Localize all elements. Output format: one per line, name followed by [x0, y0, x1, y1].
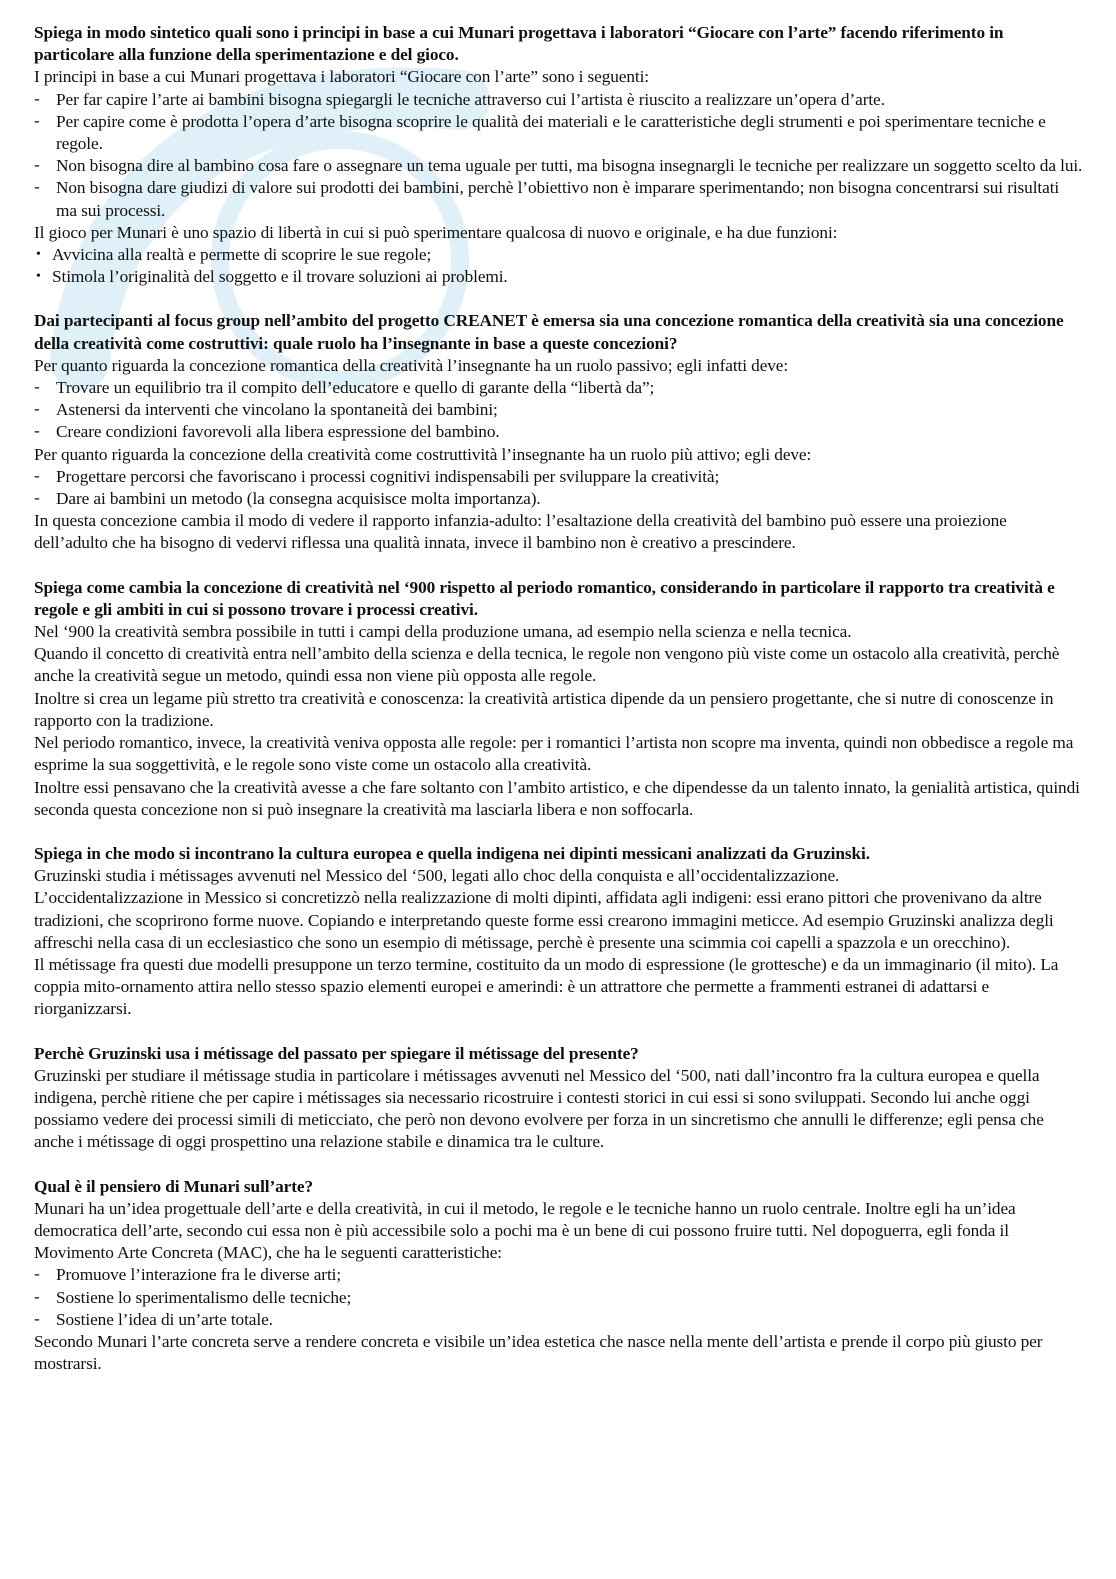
paragraph: In questa concezione cambia il modo di vedere il rapporto infanzia-adulto: l’esaltazione della creatività del bambino può essere una proiezione dell’adulto che ha bisogno di vedervi riflessa una qualità innata, invece il bambino non è creativo a prescindere.	[34, 511, 1007, 553]
section-creativita-900	[34, 577, 1084, 821]
paragraph: Inoltre essi pensavano che la creatività avesse a che fare soltanto con l’ambito artistico, e che dipendesse da un talento innato, la genialità artistica, quindi seconda questa concezione non si può insegnare la creatività ma lasciarla libera e non soffocarla.	[34, 777, 1080, 819]
list-item: - Progettare percorsi che favoriscano i processi cognitivi indispensabili per sviluppare la creatività;	[34, 466, 1084, 488]
question-heading: Spiega in modo sintetico quali sono i principi in base a cui Munari progettava i laboratori “Giocare con l’arte” facendo riferimento in particolare alla funzione della sperimentazione e del gioco.	[34, 23, 1004, 65]
paragraph: Gruzinski studia i métissages avvenuti nel Messico del ‘500, legati allo choc della conquista e all’occidentalizzazione.	[34, 866, 840, 886]
paragraph: Munari ha un’idea progettuale dell’arte e della creatività, in cui il metodo, le regole e le tecniche hanno un ruolo centrale. Inoltre egli ha un’idea democratica dell’arte, secondo cui essa non è più accessibile solo a pochi ma è un bene di cui possono fruire tutti. Nel dopoguerra, egli fonda il Movimento Arte Concreta (MAC), che ha le seguenti caratteristiche:	[34, 1198, 1016, 1263]
paragraph: Secondo Munari l’arte concreta serve a rendere concreta e visibile un’idea estetica che nasce nella mente dell’artista e prende il corpo più giusto per mostrarsi.	[34, 1331, 1043, 1374]
list-item: - Creare condizioni favorevoli alla libera espressione del bambino.	[34, 421, 1084, 443]
document-page	[34, 22, 1084, 1397]
question-heading: Dai partecipanti al focus group nell’ambito del progetto CREANET è emersa sia una concezione romantica della creatività sia una concezione della creatività come costruttivi: quale ruolo ha l’insegnante in base a queste concezioni?	[34, 311, 1064, 353]
list-item: • Stimola l’originalità del soggetto e il trovare soluzioni ai problemi.	[34, 266, 1084, 288]
list-item: - Trovare un equilibrio tra il compito dell’educatore e quello di garante della “libertà da”;	[34, 377, 1084, 399]
paragraph: Per quanto riguarda la concezione della creatività come costruttività l’insegnante ha un ruolo più attivo; egli deve:	[34, 444, 812, 464]
bullet-list	[34, 244, 1084, 288]
paragraph: I principi in base a cui Munari progettava i laboratori “Giocare con l’arte” sono i seguenti:	[34, 67, 649, 87]
list-item: - Non bisogna dare giudizi di valore sui prodotti dei bambini, perchè l’obiettivo non è imparare sperimentando; non bisogna concentrarsi sui risultati ma sui processi.	[34, 177, 1084, 221]
paragraph: Nel periodo romantico, invece, la creatività veniva opposta alle regole: per i romantici l’artista non scopre ma inventa, quindi non obbedisce a regole ma esprime la sua soggettività, e le regole sono viste come un ostacolo alla creatività.	[34, 733, 1074, 775]
paragraph: Il gioco per Munari è uno spazio di libertà in cui si può sperimentare qualcosa di nuovo e originale, e ha due funzioni:	[34, 222, 838, 242]
question-heading: Qual è il pensiero di Munari sull’arte?	[34, 1176, 314, 1196]
list-item: - Per far capire l’arte ai bambini bisogna spiegargli le tecniche attraverso cui l’artista è riuscito a realizzare un’opera d’arte.	[34, 89, 1084, 111]
dash-list	[34, 1264, 1084, 1331]
list-item: • Avvicina alla realtà e permette di scoprire le sue regole;	[34, 244, 1084, 266]
section-gruzinski-metissage	[34, 1043, 1084, 1154]
section-munari-laboratori	[34, 22, 1084, 288]
paragraph: L’occidentalizzazione in Messico si concretizzò nella realizzazione di molti dipinti, affidata agli indigeni: essi erano pittori che provenivano da altre tradizioni, che scoprirono forme nuove. Copiando e interpretando queste forme essi crearono immagini meticce. Ad esempio Gruzinski analizza degli affreschi nella casa di un ecclesiastico che sono un esempio di métissage, perchè è presente una scimmia coi capelli a spazzola e un orecchino).	[34, 888, 1054, 952]
list-item: - Non bisogna dire al bambino cosa fare o assegnare un tema uguale per tutti, ma bisogna insegnargli le tecniche per realizzare un soggetto scelto da lui.	[34, 155, 1084, 177]
list-item: - Per capire come è prodotta l’opera d’arte bisogna scoprire le qualità dei materiali e le caratteristiche degli strumenti e poi sperimentare tecniche e regole.	[34, 111, 1084, 155]
paragraph: Per quanto riguarda la concezione romantica della creatività l’insegnante ha un ruolo passivo; egli infatti deve:	[34, 355, 789, 375]
question-heading: Spiega in che modo si incontrano la cultura europea e quella indigena nei dipinti messicani analizzati da Gruzinski.	[34, 843, 870, 863]
section-gruzinski-dipinti	[34, 843, 1084, 1021]
list-item: - Promuove l’interazione fra le diverse arti;	[34, 1264, 1084, 1286]
paragraph: Gruzinski per studiare il métissage studia in particolare i métissages avvenuti nel Messico del ‘500, nati dall’incontro fra la cultura europea e quella indigena, perchè ritiene che per capire i métissages sia necessario ricostruire i contesti storici in cui essi si sono sviluppati. Secondo lui anche oggi possiamo vedere dei processi simili di meticciato, che però non devono evolvere per forza in un sincretismo che annulli le differenze; egli pensa che anche i métissage di oggi prospettino una relazione stabile e dinamica tra le culture.	[34, 1065, 1044, 1152]
dash-list	[34, 377, 1084, 444]
paragraph: Inoltre si crea un legame più stretto tra creatività e conoscenza: la creatività artistica dipende da un pensiero progettante, che si nutre di conoscenze in rapporto con la tradizione.	[34, 688, 1054, 730]
list-item: - Sostiene l’idea di un’arte totale.	[34, 1309, 1084, 1331]
section-munari-arte	[34, 1176, 1084, 1376]
list-item: - Dare ai bambini un metodo (la consegna acquisisce molta importanza).	[34, 488, 1084, 510]
paragraph: Quando il concetto di creatività entra nell’ambito della scienza e della tecnica, le regole non vengono più viste come un ostacolo alla creatività, perchè anche la creatività segue un metodo, quindi essa non viene più opposta alle regole.	[34, 644, 1060, 686]
paragraph: Nel ‘900 la creatività sembra possibile in tutti i campi della produzione umana, ad esempio nella scienza e nella tecnica.	[34, 622, 852, 642]
dash-list	[34, 89, 1084, 222]
section-creanet	[34, 310, 1084, 554]
question-heading: Spiega come cambia la concezione di creatività nel ‘900 rispetto al periodo romantico, considerando in particolare il rapporto tra creatività e regole e gli ambiti in cui si possono trovare i processi creativi.	[34, 577, 1055, 619]
list-item: - Astenersi da interventi che vincolano la spontaneità dei bambini;	[34, 399, 1084, 421]
question-heading: Perchè Gruzinski usa i métissage del passato per spiegare il métissage del presente?	[34, 1043, 639, 1063]
dash-list	[34, 466, 1084, 510]
list-item: - Sostiene lo sperimentalismo delle tecniche;	[34, 1287, 1084, 1309]
paragraph: Il métissage fra questi due modelli presuppone un terzo termine, costituito da un modo di espressione (le grottesche) e da un immaginario (il mito). La coppia mito-ornamento attira nello stesso spazio elementi europei e amerindi: è un attrattore che permette a frammenti estranei di adattarsi e riorganizzarsi.	[34, 954, 1059, 1019]
